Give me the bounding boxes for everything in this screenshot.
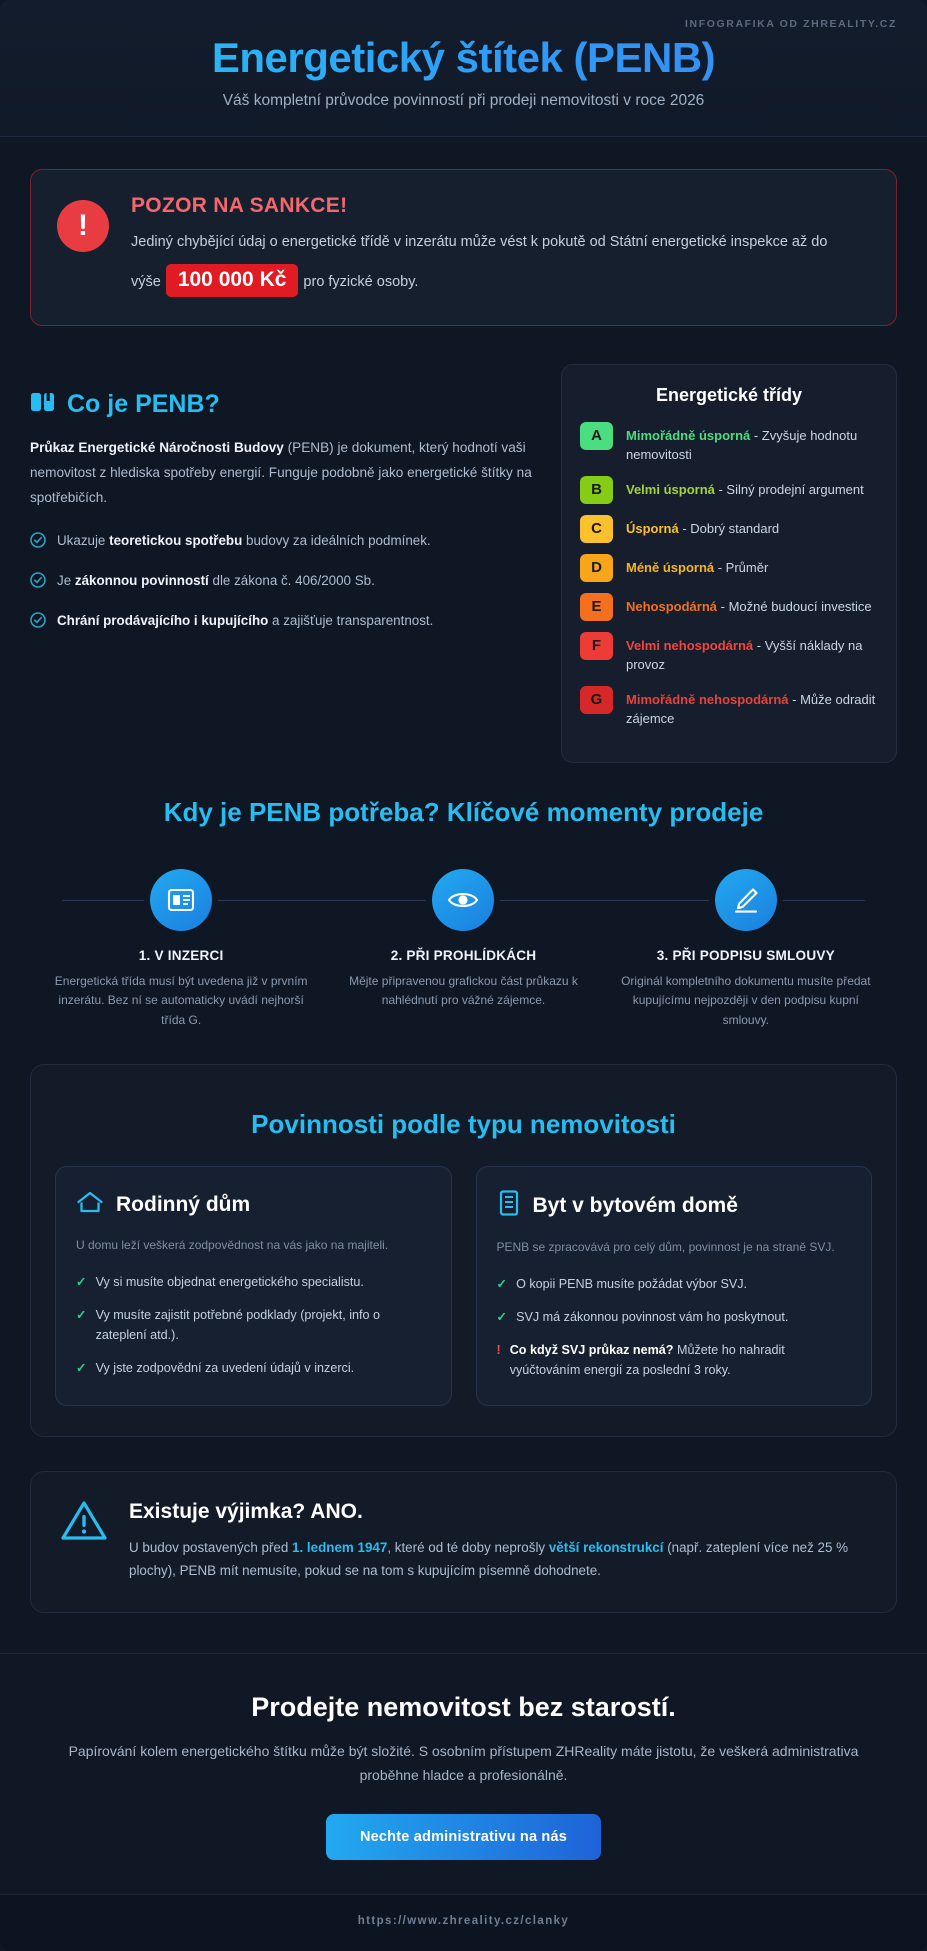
about-check-item — [30, 570, 535, 595]
energy-class-badge: C — [580, 515, 613, 543]
about-paragraph — [30, 435, 535, 510]
about-check-item — [30, 530, 535, 555]
check-circle-icon — [30, 532, 46, 555]
energy-class-row — [580, 515, 878, 543]
check-marker-icon: ✓ — [76, 1275, 87, 1290]
duties-title: Povinnosti podle typu nemovitosti — [251, 1109, 676, 1140]
energy-class-text: Méně úsporná - Průměr — [626, 559, 769, 575]
step-title: 2. PŘI PROHLÍDKÁCH — [390, 947, 537, 963]
energy-class-text: Velmi nehospodárná - Vyšší náklady na provoz — [626, 637, 863, 673]
step-title: 1. V INZERCI — [138, 947, 224, 963]
brand-line: INFOGRAFIKA OD ZHREALITY.CZ — [685, 18, 897, 30]
sanction-title: POZOR NA SANKCE! — [131, 194, 348, 217]
energy-class-row — [580, 632, 878, 675]
alert-marker-icon: ! — [496, 1343, 501, 1358]
energy-classes-card — [561, 364, 897, 763]
duty-header — [76, 1189, 431, 1220]
about-paragraph-rest: (PENB) je dokument, který hodnotí vaši nemovitost z hlediska spotřeby energií. Funguje podobně jako energetické štítky na spotřebičích. — [30, 439, 532, 506]
duty-card — [55, 1166, 452, 1406]
classes-column — [561, 364, 897, 763]
duty-header — [497, 1189, 852, 1222]
exception-title: Existuje výjimka? ANO. — [129, 1499, 363, 1523]
energy-class-badge: A — [580, 422, 613, 450]
duty-list — [76, 1273, 431, 1379]
duty-note: U domu leží veškerá zodpovědnost na vás jako na majiteli. — [76, 1238, 389, 1253]
steps-section — [30, 854, 897, 1030]
about-column — [30, 364, 535, 635]
eye-icon — [432, 869, 494, 931]
page-subtitle: Váš kompletní průvodce povinností při prodeji nemovitosti v roce 2026 — [222, 92, 705, 109]
duty-item-text: O kopii PENB musíte požádat výbor SVJ. — [516, 1277, 748, 1292]
energy-classes-title: Energetické třídy — [655, 384, 803, 405]
cta-section — [0, 1653, 927, 1894]
about-check-text: Je zákonnou povinností dle zákona č. 406/2000 Sb. — [57, 572, 375, 588]
energy-class-row — [580, 686, 878, 729]
about-check-item — [30, 610, 535, 635]
energy-classes-list — [580, 422, 878, 729]
page-header — [0, 0, 927, 137]
energy-class-badge: D — [580, 554, 613, 582]
energy-class-badge: G — [580, 686, 613, 714]
step-item — [605, 854, 887, 1030]
about-check-list — [30, 530, 535, 634]
energy-class-text: Mimořádně úsporná - Zvyšuje hodnotu nemovitosti — [626, 427, 858, 463]
check-marker-icon: ✓ — [76, 1360, 87, 1375]
duty-list — [497, 1275, 852, 1381]
exception-text-2: , které od té doby neprošly — [387, 1539, 549, 1555]
cta-title: Prodejte nemovitost bez starostí. — [251, 1691, 676, 1722]
energy-class-row — [580, 593, 878, 621]
energy-class-text: Mimořádně nehospodárná - Může odradit zájemce — [626, 691, 876, 727]
footer-url[interactable]: https://www.zhreality.cz/clanky — [0, 1894, 927, 1951]
duty-item-text: Co když SVJ průkaz nemá? Můžete ho nahradit vyúčtováním energií za poslední 3 roky. — [509, 1343, 785, 1377]
energy-class-badge: F — [580, 632, 613, 660]
duty-list-item — [497, 1308, 852, 1328]
about-check-text: Ukazuje teoretickou spotřebu budovy za ideálních podmínek. — [57, 533, 431, 549]
check-marker-icon: ✓ — [496, 1310, 508, 1325]
exception-body — [129, 1536, 866, 1582]
step-title: 3. PŘI PODPISU SMLOUVY — [656, 947, 835, 963]
energy-class-badge: B — [580, 476, 613, 504]
energy-class-row — [580, 554, 878, 582]
duty-note: PENB se zpracovává pro celý dům, povinnost je na straně SVJ. — [496, 1240, 835, 1255]
energy-class-text: Úsporná - Dobrý standard — [626, 520, 780, 536]
exclamation-icon: ! — [57, 200, 109, 252]
exception-text-1: U budov postavených před — [129, 1539, 293, 1555]
book-icon — [30, 390, 56, 419]
energy-class-badge: E — [580, 593, 613, 621]
duty-title: Byt v bytovém domě — [532, 1193, 738, 1217]
signature-icon — [715, 869, 777, 931]
steps-section-title: Kdy je PENB potřeba? Klíčové momenty prodeje — [163, 796, 764, 827]
check-circle-icon — [30, 612, 46, 635]
step-description: Energetická třída musí být uvedena již v prvním inzerátu. Bez ní se automaticky uvádí nejhorší třída G. — [54, 973, 308, 1027]
step-item — [322, 854, 604, 1030]
warning-triangle-icon — [61, 1500, 107, 1547]
apartment-icon — [497, 1189, 521, 1222]
duty-list-item — [76, 1306, 431, 1346]
sanction-body — [131, 228, 870, 301]
about-title: Co je PENB? — [67, 389, 220, 418]
duty-list-item — [497, 1275, 852, 1295]
duties-section — [30, 1064, 897, 1437]
duty-card — [476, 1166, 873, 1406]
duty-title: Rodinný dům — [116, 1192, 251, 1216]
page-title: Energetický štítek (PENB) — [28, 34, 899, 82]
about-paragraph-bold: Průkaz Energetické Náročnosti Budovy — [30, 439, 284, 455]
duty-item-text: Vy si musíte objednat energetického specialistu. — [95, 1275, 364, 1290]
step-description: Originál kompletního dokumentu musíte předat kupujícímu nejpozději v den podpisu kupní smlouvy. — [621, 973, 871, 1027]
step-description: Mějte připravenou grafickou část průkazu k nahlédnutí pro vážné zájemce. — [349, 973, 578, 1008]
check-marker-icon: ✓ — [76, 1308, 87, 1323]
sanction-text-before: Jediný chybějící údaj o energetické třídě v inzerátu může vést k pokutě od Státní energetické inspekce až do výše — [131, 234, 828, 290]
energy-class-row — [580, 476, 878, 504]
duty-item-text: Vy musíte zajistit potřebné podklady (projekt, info o zateplení atd.). — [95, 1308, 380, 1343]
about-check-text: Chrání prodávajícího i kupujícího a zajišťuje transparentnost. — [57, 612, 434, 628]
fine-amount-badge: 100 000 Kč — [166, 264, 299, 297]
duty-list-item — [76, 1359, 431, 1379]
check-circle-icon — [30, 572, 46, 595]
energy-class-text: Nehospodárná - Možné budoucí investice — [626, 598, 872, 614]
house-icon — [76, 1189, 104, 1220]
cta-button[interactable]: Nechte administrativu na nás — [326, 1814, 601, 1860]
duty-item-text: Vy jste zodpovědní za uvedení údajů v inzerci. — [95, 1360, 355, 1375]
step-item — [40, 854, 322, 1030]
duty-list-item — [497, 1341, 852, 1381]
energy-class-text: Velmi úsporná - Silný prodejní argument — [626, 481, 864, 497]
exception-text-3: (např. zateplení více než 25 % plochy), PENB mít nemusíte, pokud se na tom s kupujícím písemně dohodnete. — [129, 1539, 849, 1578]
about-and-classes — [30, 364, 897, 763]
sanction-alert-box — [30, 169, 897, 326]
exception-highlight-1: 1. lednem 1947 — [292, 1539, 388, 1555]
advertisement-icon — [150, 869, 212, 931]
exception-box — [30, 1471, 897, 1613]
exception-highlight-2: větší rekonstrukcí — [548, 1539, 664, 1555]
energy-class-row — [580, 422, 878, 465]
cta-text: Papírování kolem energetického štítku může být složité. S osobním přístupem ZHReality máte jistotu, že veškerá administrativa proběhne hladce a profesionálně. — [68, 1742, 859, 1784]
duty-list-item — [76, 1273, 431, 1293]
duty-item-text: SVJ má zákonnou povinnost vám ho poskytnout. — [516, 1310, 789, 1325]
check-marker-icon: ✓ — [496, 1277, 508, 1292]
sanction-text-after: pro fyzické osoby. — [303, 273, 419, 290]
